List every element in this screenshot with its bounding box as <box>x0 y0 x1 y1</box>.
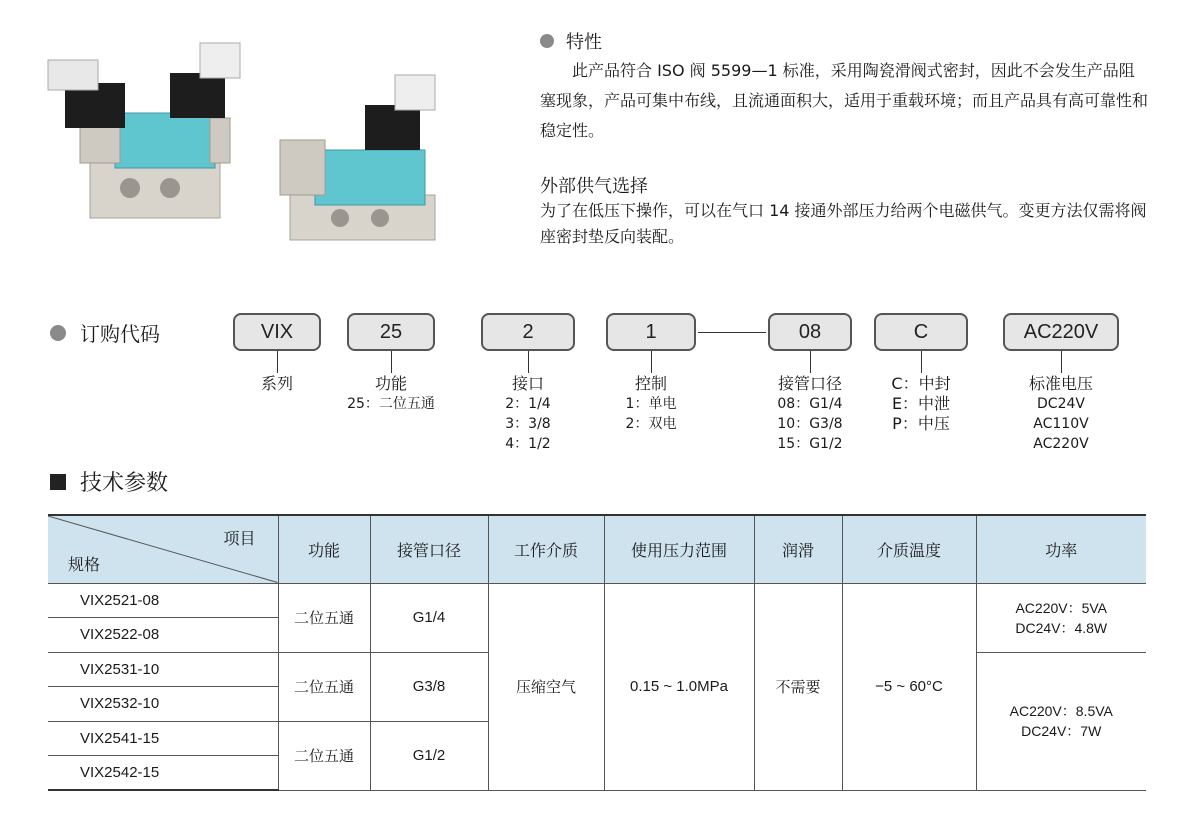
valve-photo-single <box>270 70 450 245</box>
model-cell: VIX2541-15 <box>48 721 278 756</box>
col-header-pressure: 使用压力范围 <box>604 515 754 583</box>
col-header-power: 功率 <box>976 515 1146 583</box>
code-desc-option: P：中压 <box>892 414 950 433</box>
medium-cell: 压缩空气 <box>488 583 604 790</box>
code-desc-option: 2：双电 <box>625 416 677 432</box>
code-desc-control <box>611 374 691 434</box>
valve-photo-double <box>40 38 250 238</box>
temperature-cell: −5 ~ 60°C <box>842 583 976 790</box>
code-desc-port <box>488 374 568 454</box>
code-desc-option: AC220V <box>1033 436 1089 452</box>
port-cell: G1/4 <box>370 583 488 652</box>
table-row <box>48 583 1146 618</box>
square-bullet-icon <box>50 474 66 490</box>
code-desc-head: 控制 <box>634 374 667 393</box>
code-desc-head: 功能 <box>374 374 407 393</box>
lubrication-cell: 不需要 <box>754 583 842 790</box>
col-header-pipe-size: 接管口径 <box>370 515 488 583</box>
features-section <box>540 28 1150 250</box>
code-box-series: VIX <box>233 313 321 351</box>
code-separator-dash <box>698 332 766 333</box>
code-desc-option: 08：G1/4 <box>777 396 843 412</box>
bullet-dot-icon <box>540 34 554 48</box>
tech-params-heading <box>50 466 168 497</box>
tech-params-title: 技术参数 <box>80 471 169 496</box>
code-desc-head: 接管口径 <box>777 374 842 393</box>
power-line: DC24V：4.8W <box>1015 619 1108 636</box>
code-desc-option: 1：单电 <box>625 396 677 412</box>
code-desc-head: 接口 <box>511 374 544 393</box>
bullet-dot-icon <box>50 325 66 341</box>
col-header-function: 功能 <box>278 515 370 583</box>
header-item-label: 项目 <box>223 529 256 548</box>
code-box-function: 25 <box>347 313 435 351</box>
header-spec-label: 规格 <box>68 554 101 574</box>
power-line: AC220V：5VA <box>1015 599 1108 616</box>
col-header-lubrication: 润滑 <box>754 515 842 583</box>
col-header-temperature: 介质温度 <box>842 515 976 583</box>
order-code-title: 订购代码 <box>80 322 160 346</box>
port-cell: G3/8 <box>370 652 488 721</box>
external-supply-text: 为了在低压下操作，可以在气口 14 接通外部压力给两个电磁供气。变更方法仅需将阀座密封垫反向装配。 <box>540 201 1147 246</box>
code-desc-option: 15：G1/2 <box>777 436 843 452</box>
code-desc-head: 标准电压 <box>1028 374 1093 393</box>
code-desc-voltage <box>1011 374 1111 454</box>
pressure-cell: 0.15 ~ 1.0MPa <box>604 583 754 790</box>
function-cell: 二位五通 <box>278 652 370 721</box>
power-line: DC24V：7W <box>1021 723 1102 739</box>
code-desc-head: 系列 <box>260 374 293 393</box>
features-heading <box>540 28 1150 54</box>
port-cell: G1/2 <box>370 721 488 790</box>
model-cell: VIX2521-08 <box>48 583 278 618</box>
code-desc-option: 2：1/4 <box>505 396 551 412</box>
function-cell: 二位五通 <box>278 721 370 790</box>
code-desc-pipe-size <box>760 374 860 454</box>
function-cell: 二位五通 <box>278 583 370 652</box>
power-line: AC220V：8.5VA <box>1009 703 1113 719</box>
model-cell: VIX2542-15 <box>48 756 278 791</box>
code-desc-option: E：中泄 <box>891 394 951 413</box>
power-cell-a <box>976 583 1146 652</box>
header-diagonal-cell <box>48 515 278 583</box>
code-desc-head: C：中封 <box>891 374 951 393</box>
power-cell-b <box>976 652 1146 790</box>
model-cell: VIX2532-10 <box>48 687 278 722</box>
code-box-pipe-size: 08 <box>768 313 852 351</box>
model-cell: VIX2531-10 <box>48 652 278 687</box>
code-desc-option: AC110V <box>1033 416 1089 432</box>
code-desc-center <box>876 374 966 434</box>
code-box-control: 1 <box>606 313 696 351</box>
features-title: 特性 <box>566 32 602 53</box>
code-desc-option: 3：3/8 <box>505 416 551 432</box>
code-desc-series <box>257 374 297 394</box>
code-desc-option: 4：1/2 <box>505 436 551 452</box>
external-supply-title: 外部供气选择 <box>540 176 648 197</box>
code-box-voltage: AC220V <box>1003 313 1119 351</box>
code-desc-option: DC24V <box>1037 396 1085 412</box>
model-cell: VIX2522-08 <box>48 618 278 653</box>
code-box-center: C <box>874 313 968 351</box>
features-text: 此产品符合 ISO 阀 5599—1 标准，采用陶瓷滑阀式密封，因此不会发生产品阻塞现象，产品可集中布线，且流通面积大，适用于重载环境；而且产品具有高可靠性和稳定性。 <box>540 61 1149 140</box>
col-header-medium: 工作介质 <box>488 515 604 583</box>
code-box-port: 2 <box>481 313 575 351</box>
code-desc-option: 10：G3/8 <box>777 416 843 432</box>
code-desc-option: 25：二位五通 <box>347 396 435 412</box>
tech-params-table <box>48 514 1146 791</box>
table-header-row <box>48 515 1146 583</box>
code-desc-function <box>331 374 451 414</box>
order-code-heading <box>50 318 160 347</box>
